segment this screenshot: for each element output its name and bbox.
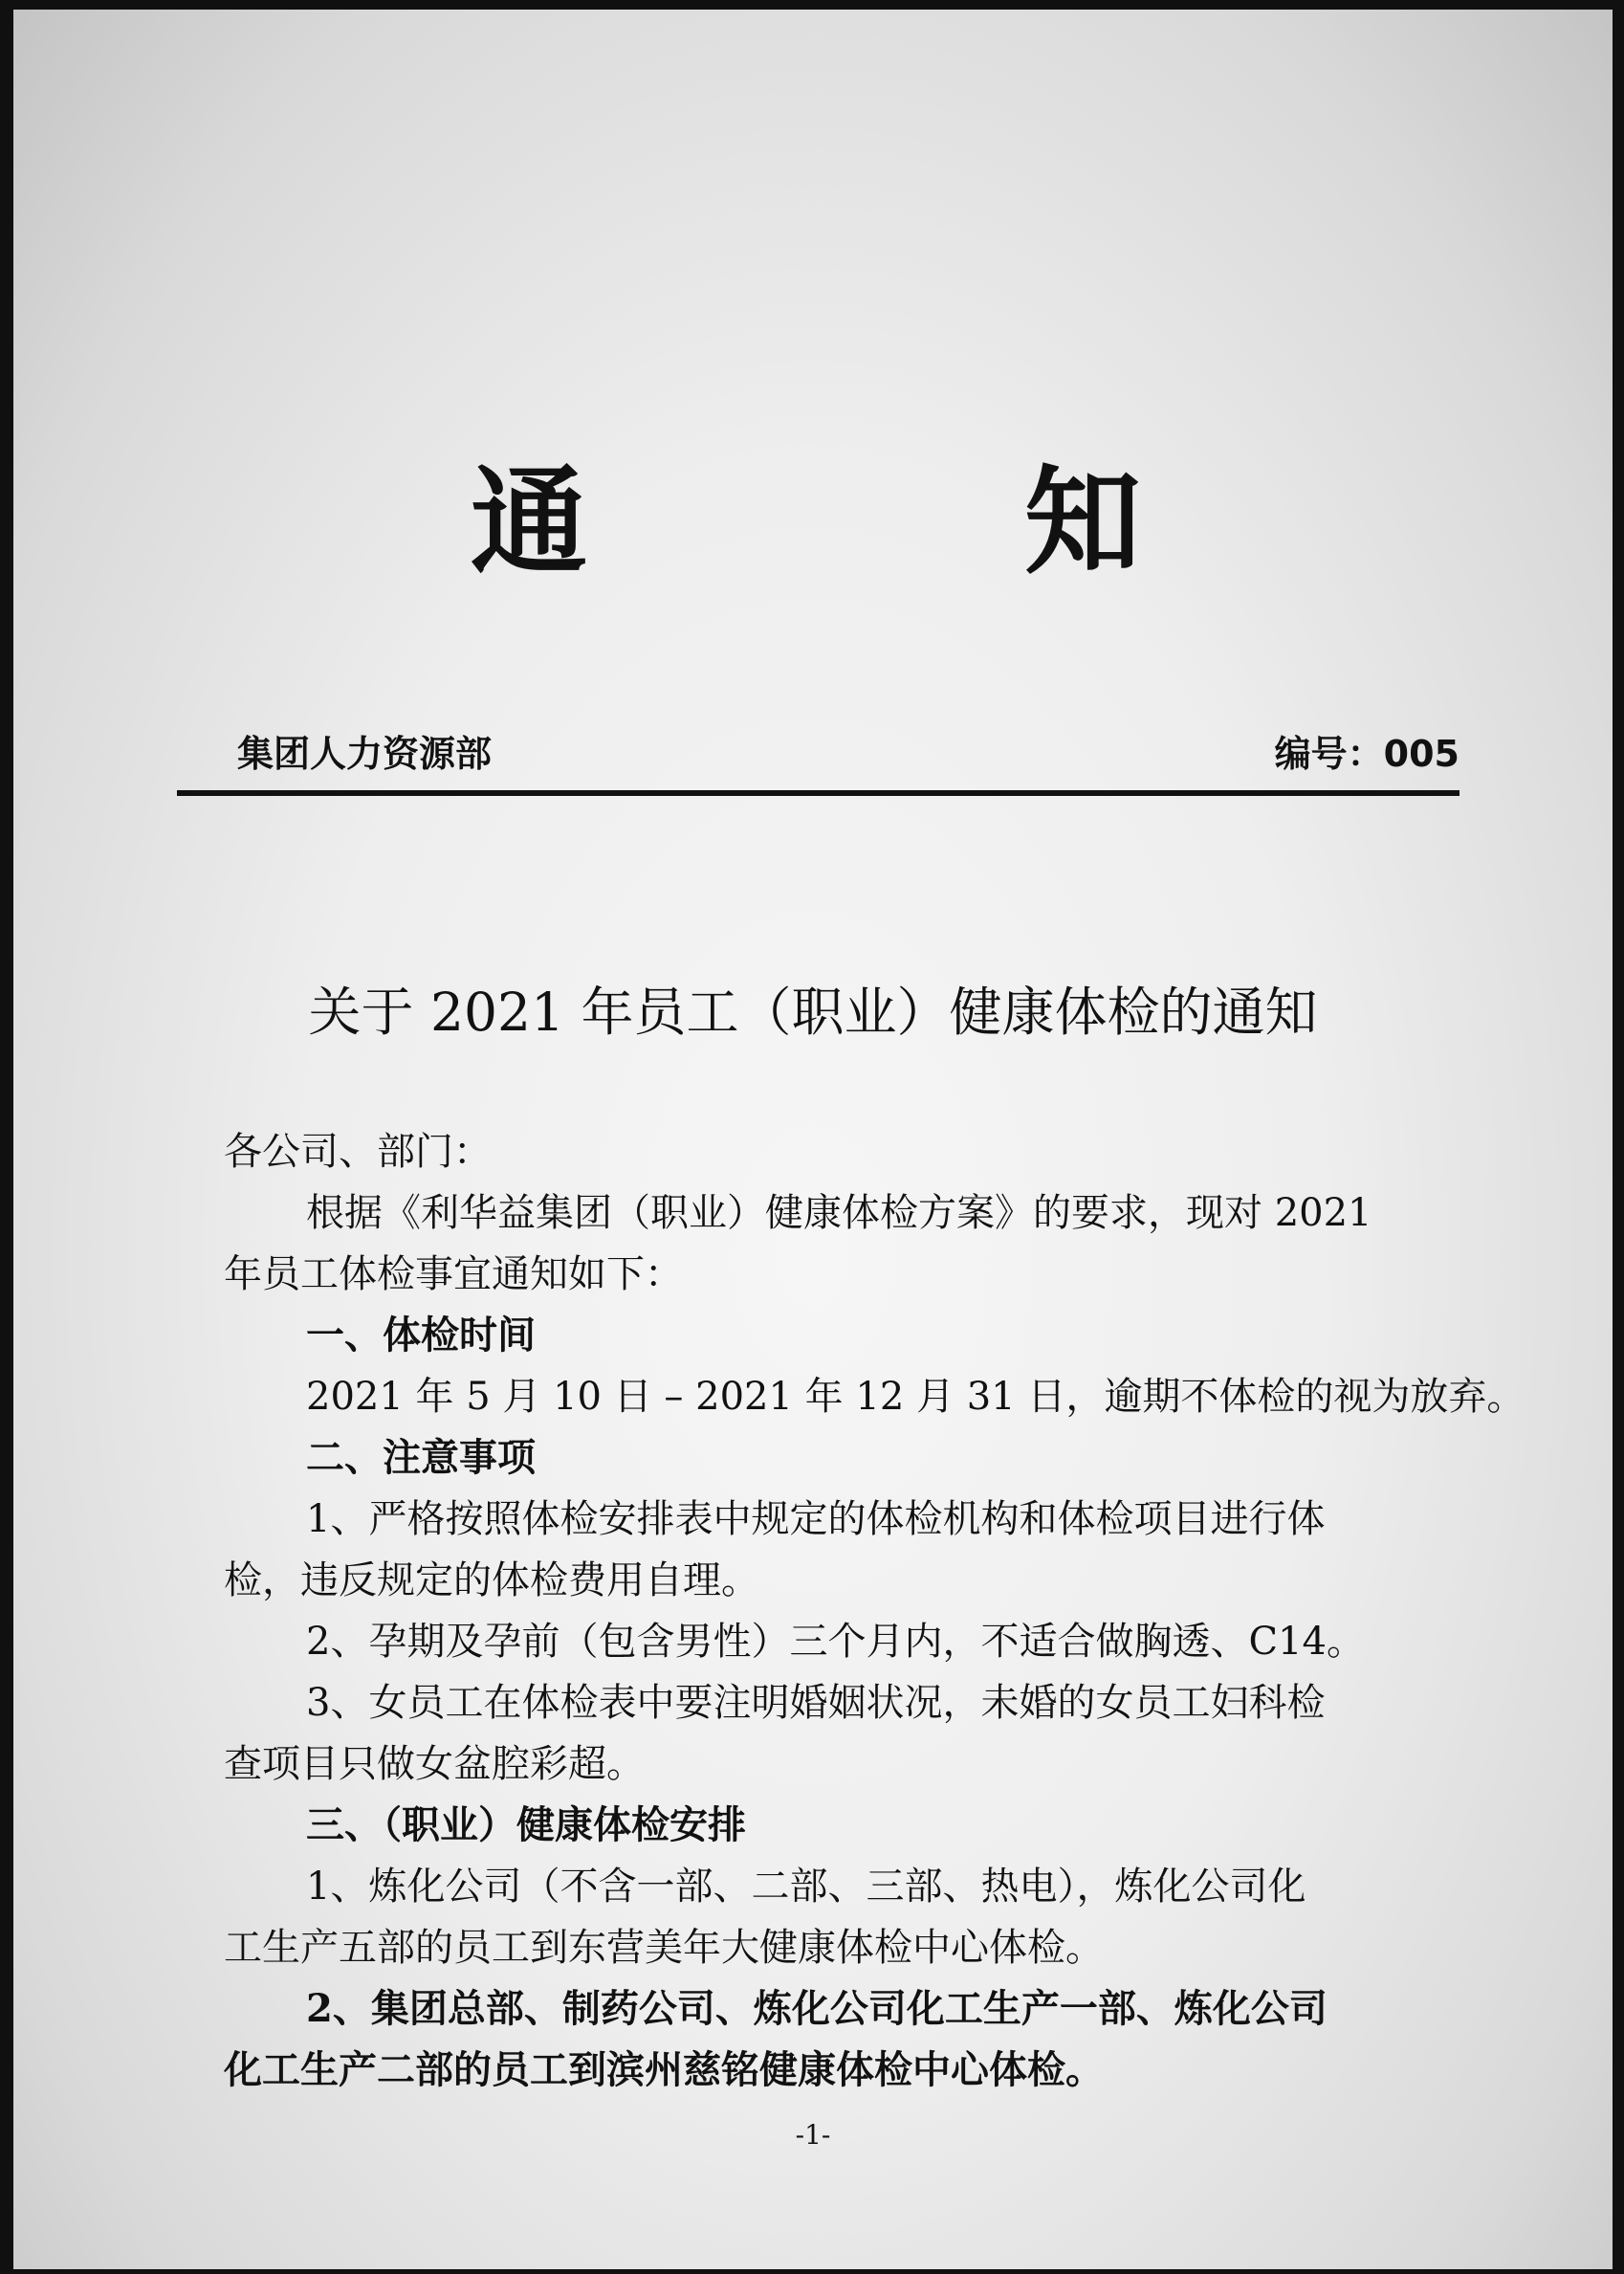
- intro-line-1: 根据《利华益集团（职业）健康体检方案》的要求，现对 2021: [306, 1191, 1372, 1235]
- salutation: 各公司、部门：: [224, 1130, 492, 1174]
- note-1-line-2: 检，违反规定的体检费用自理。: [224, 1558, 759, 1602]
- paper-sheet: [13, 10, 1613, 2269]
- document-title: 关于 2021 年员工（职业）健康体检的通知: [308, 982, 1318, 1043]
- note-1-line-1: 1、严格按照体检安排表中规定的体检机构和体检项目进行体: [306, 1497, 1326, 1541]
- arrangement-1-line-2: 工生产五部的员工到东营美年大健康体检中心体检。: [224, 1926, 1104, 1970]
- header-divider: [177, 790, 1459, 796]
- arrangement-2-line-1: 2、集团总部、制药公司、炼化公司化工生产一部、炼化公司: [306, 1986, 1328, 2031]
- page-number: -1-: [795, 2119, 831, 2151]
- section-1-text: 2021 年 5 月 10 日 – 2021 年 12 月 31 日，逾期不体检的视为放弃。: [306, 1375, 1525, 1419]
- note-3-line-1: 3、女员工在体检表中要注明婚姻状况，未婚的女员工妇科检: [306, 1681, 1326, 1725]
- intro-line-2: 年员工体检事宜通知如下：: [224, 1252, 683, 1296]
- arrangement-1-line-1: 1、炼化公司（不含一部、二部、三部、热电），炼化公司化: [306, 1865, 1306, 1909]
- section-1-title: 一、体检时间: [306, 1314, 536, 1358]
- arrangement-2-line-2: 化工生产二部的员工到滨州慈铭健康体检中心体检。: [224, 2047, 1104, 2092]
- notice-heading-char-1: 通: [471, 453, 587, 590]
- section-3-title: 三、（职业）健康体检安排: [306, 1803, 746, 1847]
- note-2: 2、孕期及孕前（包含男性）三个月内，不适合做胸透、C14。: [306, 1620, 1365, 1664]
- notice-heading: [13, 453, 1613, 590]
- document-body: [224, 1121, 1525, 2101]
- issuing-department: 集团人力资源部: [237, 733, 493, 775]
- section-2-title: 二、注意事项: [306, 1436, 536, 1480]
- issuer-line: [177, 725, 1459, 783]
- note-3-line-2: 查项目只做女盆腔彩超。: [224, 1742, 645, 1786]
- notice-heading-char-2: 知: [1024, 453, 1141, 590]
- document-number: 编号：005: [1274, 733, 1459, 775]
